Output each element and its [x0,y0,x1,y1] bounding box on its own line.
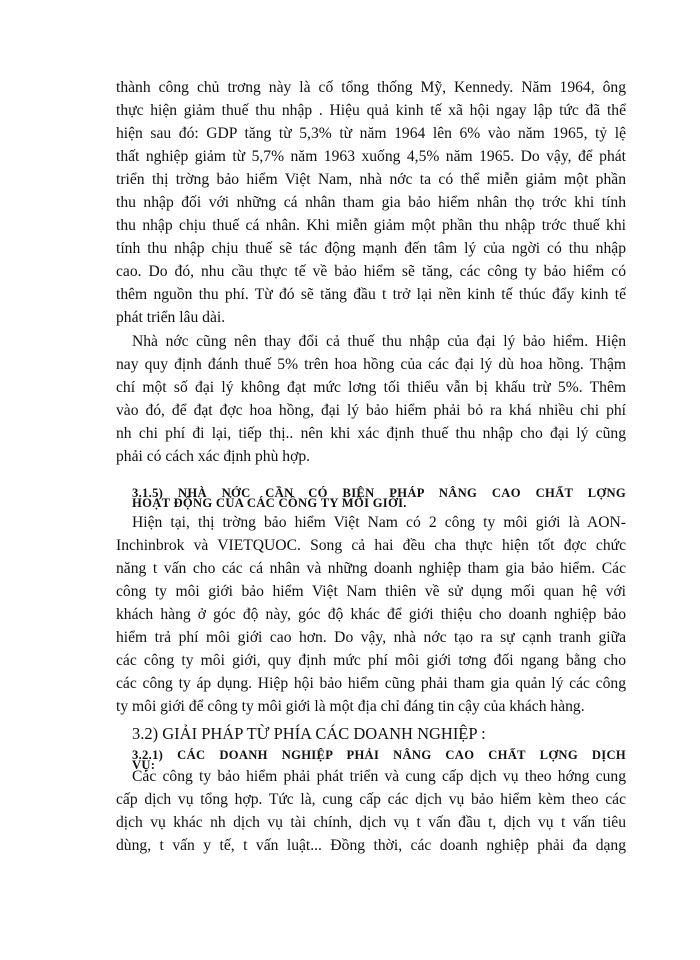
text-line: nay quy định đánh thuế 5% trên hoa hồng của các đại lý dù hoa hồng. Thậm [116,356,626,373]
heading-line: VỤ: [132,758,156,772]
text-line: tính thu nhập chịu thuế sẽ tác động mạnh đến tâm lý của ngời có thu nhập [116,240,626,257]
text-line: năng t vấn cho các cá nhân và những doanh nghiệp tham gia bảo hiểm. Các [116,560,626,577]
text-line: thu nhập đối với những cá nhân tham gia bảo hiểm nhân thọ trớc khi tính [116,194,626,211]
text-line: vào đó, để đạt đợc hoa hồng, đại lý bảo hiểm phải bỏ ra khá nhiều chi phí [116,402,626,419]
text-line: Nhà nớc cũng nên thay đổi cả thuế thu nhập của đại lý bảo hiểm. Hiện [132,333,626,350]
text-line: thất nghiệp giảm từ 5,7% năm 1963 xuống 4,5% năm 1965. Do vậy, để phát [116,148,626,165]
text-line: phải có cách xác định phù hợp. [116,448,311,465]
text-line: hiện sau đó: GDP tăng từ 5,3% từ năm 1964 lên 6% vào năm 1965, tỷ lệ [116,125,626,142]
heading-line: 3.1.5) NHÀ NỚC CẦN CÓ BIỆN PHÁP NÂNG CAO CHẤT LỢNG [132,486,626,500]
section-title-3-2: 3.2) GIẢI PHÁP TỪ PHÍA CÁC DOANH NGHIỆP : [132,724,486,743]
text-line: thu nhập chịu thuế cá nhân. Khi miễn giảm một phần thu nhập trớc thuế khi [116,217,626,234]
text-line: thành công chủ trơng này là cố tổng thống Mỹ, Kennedy. Năm 1964, ông [116,79,626,96]
text-line: chí một số đại lý không đạt mức lơng tối thiểu vẫn bị khấu trừ 5%. Thêm [116,379,626,396]
text-line: các công ty môi giới, quy định mức phí môi giới tơng đối ngang bằng cho [116,652,626,669]
text-line: khách hàng ở góc độ này, góc độ khác để giới thiệu cho doanh nghiệp bảo [116,606,626,623]
text-line: cao. Do đó, nhu cầu thực tế về bảo hiểm sẽ tăng, các công ty bảo hiểm có [116,263,626,280]
text-line: phát triển lâu dài. [116,309,226,326]
text-line: các công ty áp dụng. Hiệp hội bảo hiểm cũng phải tham gia quản lý các công [116,675,626,692]
text-line: ty môi giới để công ty môi giới là một địa chỉ đáng tin cậy của khách hàng. [116,698,585,715]
text-line: công ty môi giới bảo hiểm Việt Nam thiên về sử dụng mối quan hệ với [116,583,626,600]
text-line: dịch vụ khác nh dịch vụ tài chính, dịch vụ t vấn đầu t, dịch vụ t vấn tiêu [116,814,626,831]
text-line: thực hiện giảm thuế thu nhập . Hiệu quả kinh tế xã hội ngay lập tức đã thể [116,102,626,119]
text-line: thêm nguồn thu phí. Từ đó sẽ tăng đầu t trở lại nền kinh tế thúc đẩy kinh tế [116,286,626,303]
text-line: hiểm trả phí môi giới cao hơn. Do vậy, nhà nớc tạo ra sự cạnh tranh giữa [116,629,626,646]
text-line: cấp dịch vụ tổng hợp. Tức là, cung cấp các dịch vụ bảo hiểm kèm theo các [116,791,626,808]
text-line: Inchinbrok và VIETQUOC. Song cả hai đều cha thực hiện tốt đợc chức [116,537,626,554]
text-line: dùng, t vấn y tế, t vấn luật... Đồng thời, các doanh nghiệp phải đa dạng [116,837,626,854]
text-line: Các công ty bảo hiểm phải phát triển và cung cấp dịch vụ theo hớng cung [132,768,626,785]
text-line: triển thị trờng bảo hiểm Việt Nam, nhà nớc ta có thể miễn giảm một phần [116,171,626,188]
text-line: nh chi phí đi lại, tiếp thị.. nên khi xác định thuế thu nhập cho đại lý cũng [116,425,626,442]
heading-line: 3.2.1) CÁC DOANH NGHIỆP PHẢI NÂNG CAO CHẤT LỢNG DỊCH [132,748,626,762]
text-line: Hiện tại, thị trờng bảo hiểm Việt Nam có 2 công ty môi giới là AON- [132,514,626,531]
heading-line: HOẠT ĐỘNG CỦA CÁC CÔNG TY MÔI GIỚI. [132,496,407,510]
